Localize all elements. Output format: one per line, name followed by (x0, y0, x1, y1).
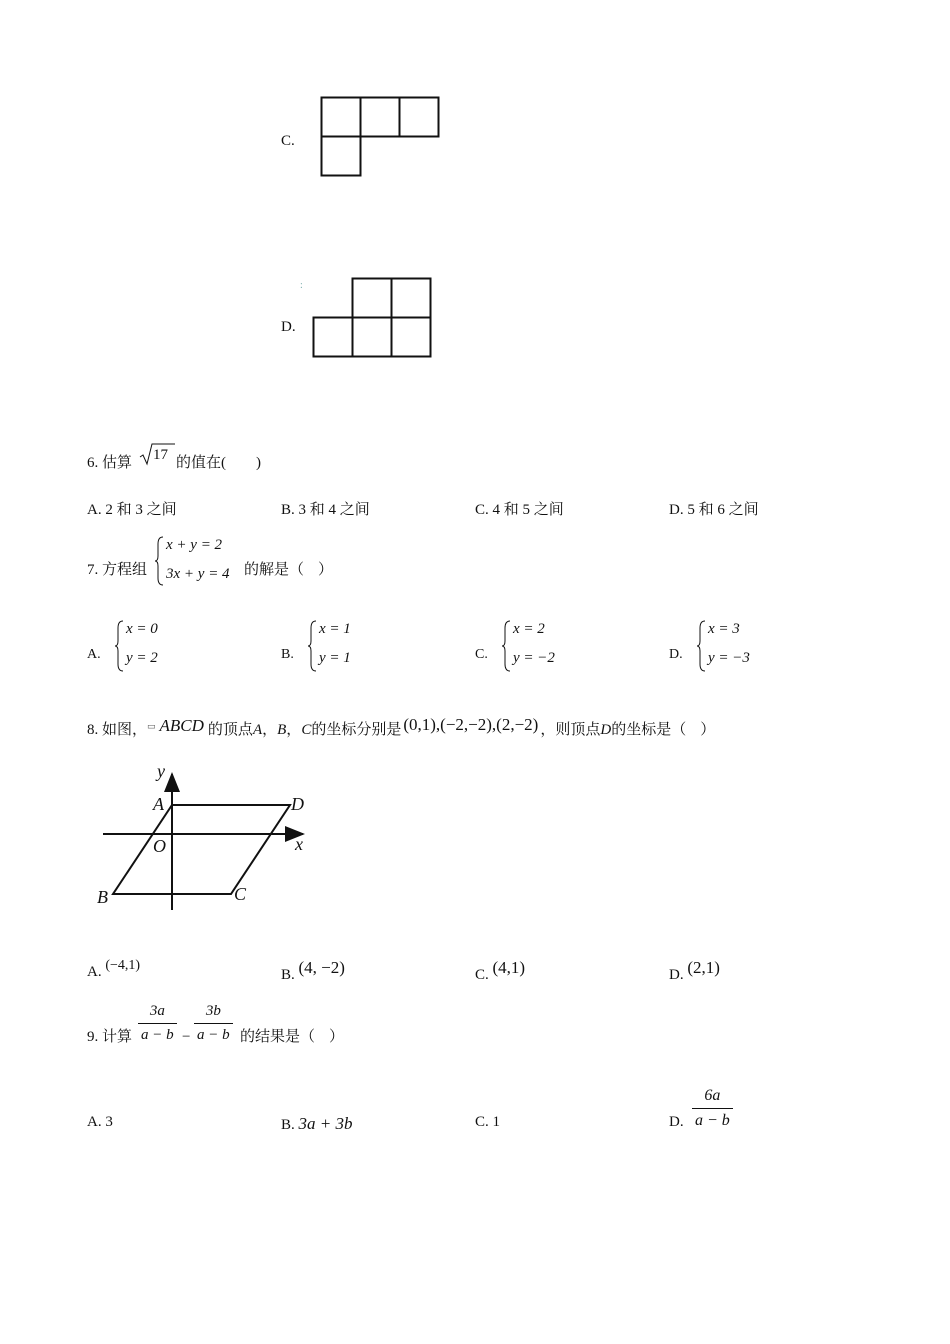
q8-option-c: C. (4,1) (475, 958, 526, 983)
q6-option-b: B. 3 和 4 之间 (281, 502, 370, 518)
q7-suffix: 的解是（ ） (244, 562, 334, 578)
q8-text3: ，则顶点 (540, 722, 601, 738)
q9-frac1-denominator: a − b (141, 1027, 174, 1043)
q7-number: 7. 方程组 (87, 562, 148, 578)
q9-option-d-label: D. (669, 1114, 684, 1130)
q9-frac1-numerator: 3a (138, 1003, 177, 1024)
q7-option-c-x: x = 2 (513, 621, 545, 637)
q5-option-c-label: C. (281, 133, 295, 149)
parallelogram-abcd (113, 805, 290, 894)
q9-option-d-numerator: 6a (692, 1087, 733, 1109)
q9-option-d-denominator: a − b (695, 1112, 730, 1129)
q9-option-c: C. 1 (475, 1114, 501, 1130)
q8-text2: 的坐标分别是 (311, 722, 402, 738)
q7-option-b-y: y = 1 (319, 650, 351, 666)
q6-close-paren: ) (256, 455, 261, 471)
q7-eq2: 3x + y = 4 (166, 566, 230, 582)
q7-option-a-y: y = 2 (126, 650, 158, 666)
figure-label-c: C (234, 884, 247, 904)
figure-label-b: B (97, 887, 108, 907)
q8-text4: 的坐标是（ (611, 722, 687, 738)
q9-frac2-numerator: 3b (194, 1003, 233, 1024)
q8-vertex-a: A (252, 722, 263, 738)
q8-vertex-d: D (600, 722, 612, 738)
q7-brace (155, 536, 165, 586)
q9-fraction-2 (194, 1003, 233, 1044)
figure-label-d: D (291, 794, 304, 814)
q7-option-b-x: x = 1 (319, 621, 351, 637)
q5-option-d-label: D. (281, 319, 296, 335)
q7-option-d-x: x = 3 (708, 621, 740, 637)
q9-option-a: A. 3 (87, 1114, 113, 1130)
q8-vertex-c: C (301, 722, 312, 738)
q5-option-c-figure (320, 96, 442, 178)
q6-stem (87, 456, 132, 471)
q8-coordinates: (0,1),(−2,−2),(2,−2) (403, 715, 539, 734)
q6-number: 6. 估算 (87, 455, 133, 471)
q8-option-d: D. (2,1) (669, 958, 720, 983)
q7-option-d-brace (697, 620, 707, 672)
figure-label-y: y (157, 761, 165, 781)
q7-option-a-x: x = 0 (126, 621, 158, 637)
q7-option-a-brace (115, 620, 125, 672)
q7-option-d-y: y = −3 (708, 650, 750, 666)
q9-fraction-1 (138, 1003, 177, 1044)
q7-option-a-label: A. (87, 647, 101, 662)
q9-suffix: 的结果是（ ） (240, 1029, 345, 1045)
q8-option-b: B. (4, −2) (281, 958, 345, 983)
q9-option-d-fraction (692, 1087, 733, 1130)
figure-label-o: O (153, 836, 166, 856)
figure-label-x: x (295, 834, 303, 854)
figure-label-a: A (153, 794, 164, 814)
q8-number: 8. 如图， (87, 722, 148, 738)
q8-vertex-b: B (277, 722, 287, 738)
q7-option-c-y: y = −2 (513, 650, 555, 666)
q8-option-a: A. (−4,1) (87, 958, 141, 980)
q7-option-b-label: B. (281, 647, 294, 662)
q5-option-d-marker: : (300, 280, 303, 291)
q9-option-b: B. 3a + 3b (281, 1114, 353, 1133)
q7-option-b-brace (308, 620, 318, 672)
q9-number: 9. 计算 (87, 1029, 133, 1045)
parallelogram-symbol: ▭ (147, 721, 156, 731)
q5-option-d-figure (312, 277, 434, 359)
q6-option-d: D. 5 和 6 之间 (669, 502, 759, 518)
q7-option-d-label: D. (669, 647, 683, 662)
q6-option-c: C. 4 和 5 之间 (475, 502, 564, 518)
q9-frac2-denominator: a − b (197, 1027, 230, 1043)
q6-suffix (176, 456, 261, 471)
q6-option-a: A. 2 和 3 之间 (87, 502, 177, 518)
q8-text1: 的顶点 (207, 722, 253, 738)
q9-minus: − (182, 1029, 191, 1045)
q7-eq1: x + y = 2 (166, 537, 223, 553)
q6-suffix-text: 的值在( (176, 455, 226, 471)
q7-option-c-brace (502, 620, 512, 672)
q8-coordinate-figure (100, 760, 315, 915)
q8-shape-name: ABCD (159, 716, 204, 735)
q6-radicand: 17 (153, 447, 168, 463)
q7-option-c-label: C. (475, 647, 488, 662)
q8-stem: 8. 如图，▭ ABCD 的顶点A，B，C的坐标分别是 (0,1),(−2,−2),(2,−2) ，则顶点D的坐标是（ ） (87, 715, 716, 738)
